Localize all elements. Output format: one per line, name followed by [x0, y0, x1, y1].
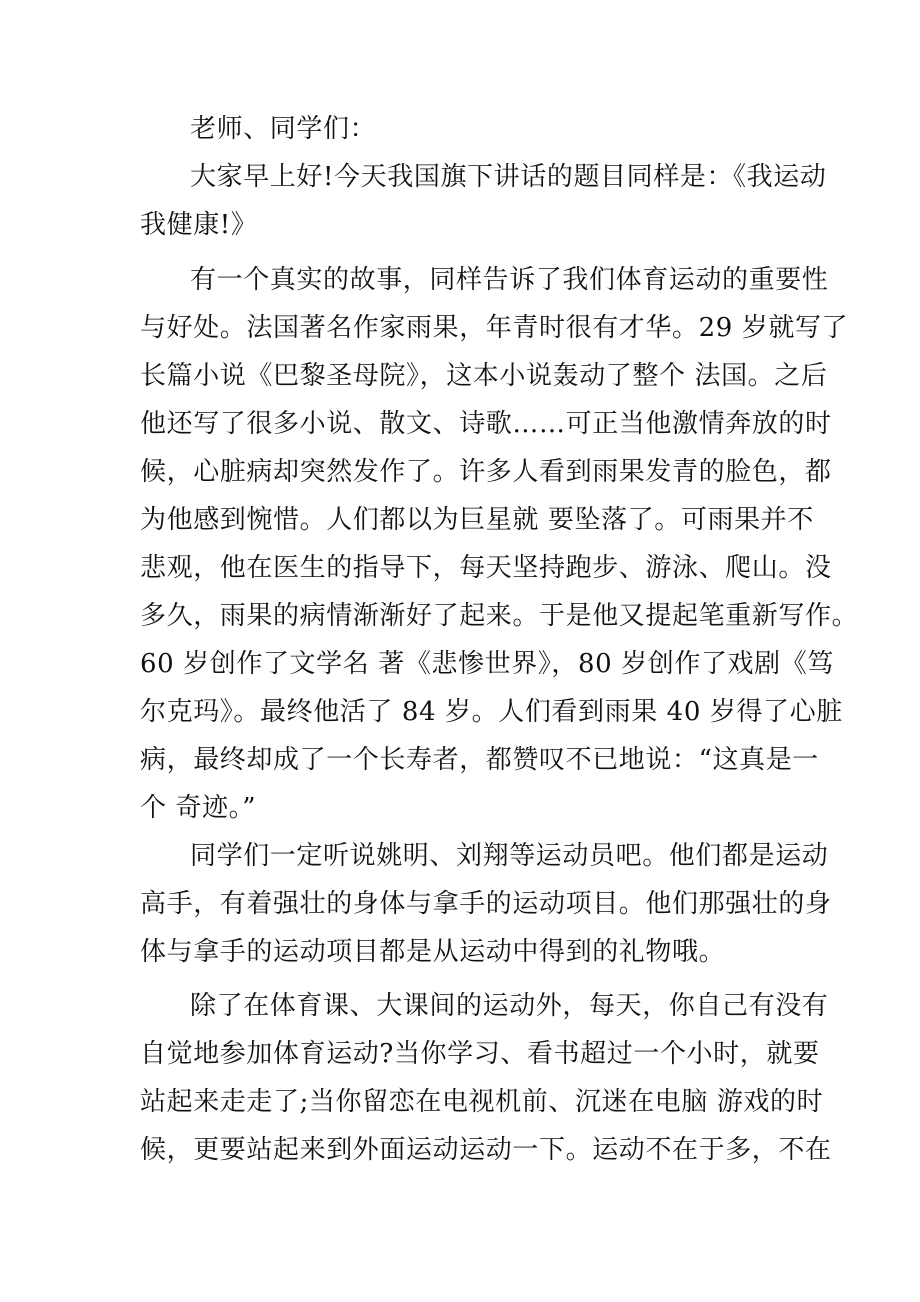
text-line: 候，更要站起来到外面运动运动一下。运动不在于多，不在	[140, 1135, 832, 1165]
text-line: 60 岁创作了文学名 著《悲惨世界》，80 岁创作了戏剧《笃	[140, 649, 834, 679]
text-line: 同学们一定听说姚明、刘翔等运动员吧。他们都是运动	[190, 841, 829, 871]
text-line: 候，心脏病却突然发作了。许多人看到雨果发青的脸色，都	[140, 457, 832, 487]
text-line: 为他感到惋惜。人们都以为巨星就 要坠落了。可雨果并不	[140, 505, 814, 535]
text-line: 高手，有着强壮的身体与拿手的运动项目。他们那强壮的身	[140, 889, 832, 919]
text-line: 大家早上好!今天我国旗下讲话的题目同样是：《我运动	[190, 162, 827, 192]
text-line: 与好处。法国著名作家雨果，年青时很有才华。29 岁就写了	[140, 313, 849, 343]
text-line: 多久，雨果的病情渐渐好了起来。于是他又提起笔重新写作。	[140, 601, 859, 631]
text-line: 自觉地参加体育运动?当你学习、看书超过一个小时，就要	[140, 1039, 820, 1069]
text-line: 长篇小说《巴黎圣母院》，这本小说轰动了整个 法国。之后	[140, 361, 828, 391]
text-line: 体与拿手的运动项目都是从运动中得到的礼物哦。	[140, 937, 726, 967]
text-line: 病，最终却成了一个长寿者，都赞叹不已地说：“这真是一	[140, 745, 819, 775]
text-line: 个 奇迹。”	[140, 793, 257, 823]
text-line: 除了在体育课、大课间的运动外，每天，你自己有没有	[190, 991, 829, 1021]
text-line: 有一个真实的故事，同样告诉了我们体育运动的重要性	[190, 265, 829, 295]
text-line: 他还写了很多小说、散文、诗歌……可正当他激情奔放的时	[140, 409, 832, 439]
text-line: 站起来走走了;当你留恋在电视机前、沉迷在电脑 游戏的时	[140, 1087, 824, 1117]
salutation-line: 老师、同学们：	[190, 114, 377, 144]
text-line: 尔克玛》。最终他活了 84 岁。人们看到雨果 40 岁得了心脏	[140, 697, 843, 727]
text-line: 我健康!》	[140, 210, 258, 240]
text-line: 悲观，他在医生的指导下，每天坚持跑步、游泳、爬山。没	[140, 553, 832, 583]
